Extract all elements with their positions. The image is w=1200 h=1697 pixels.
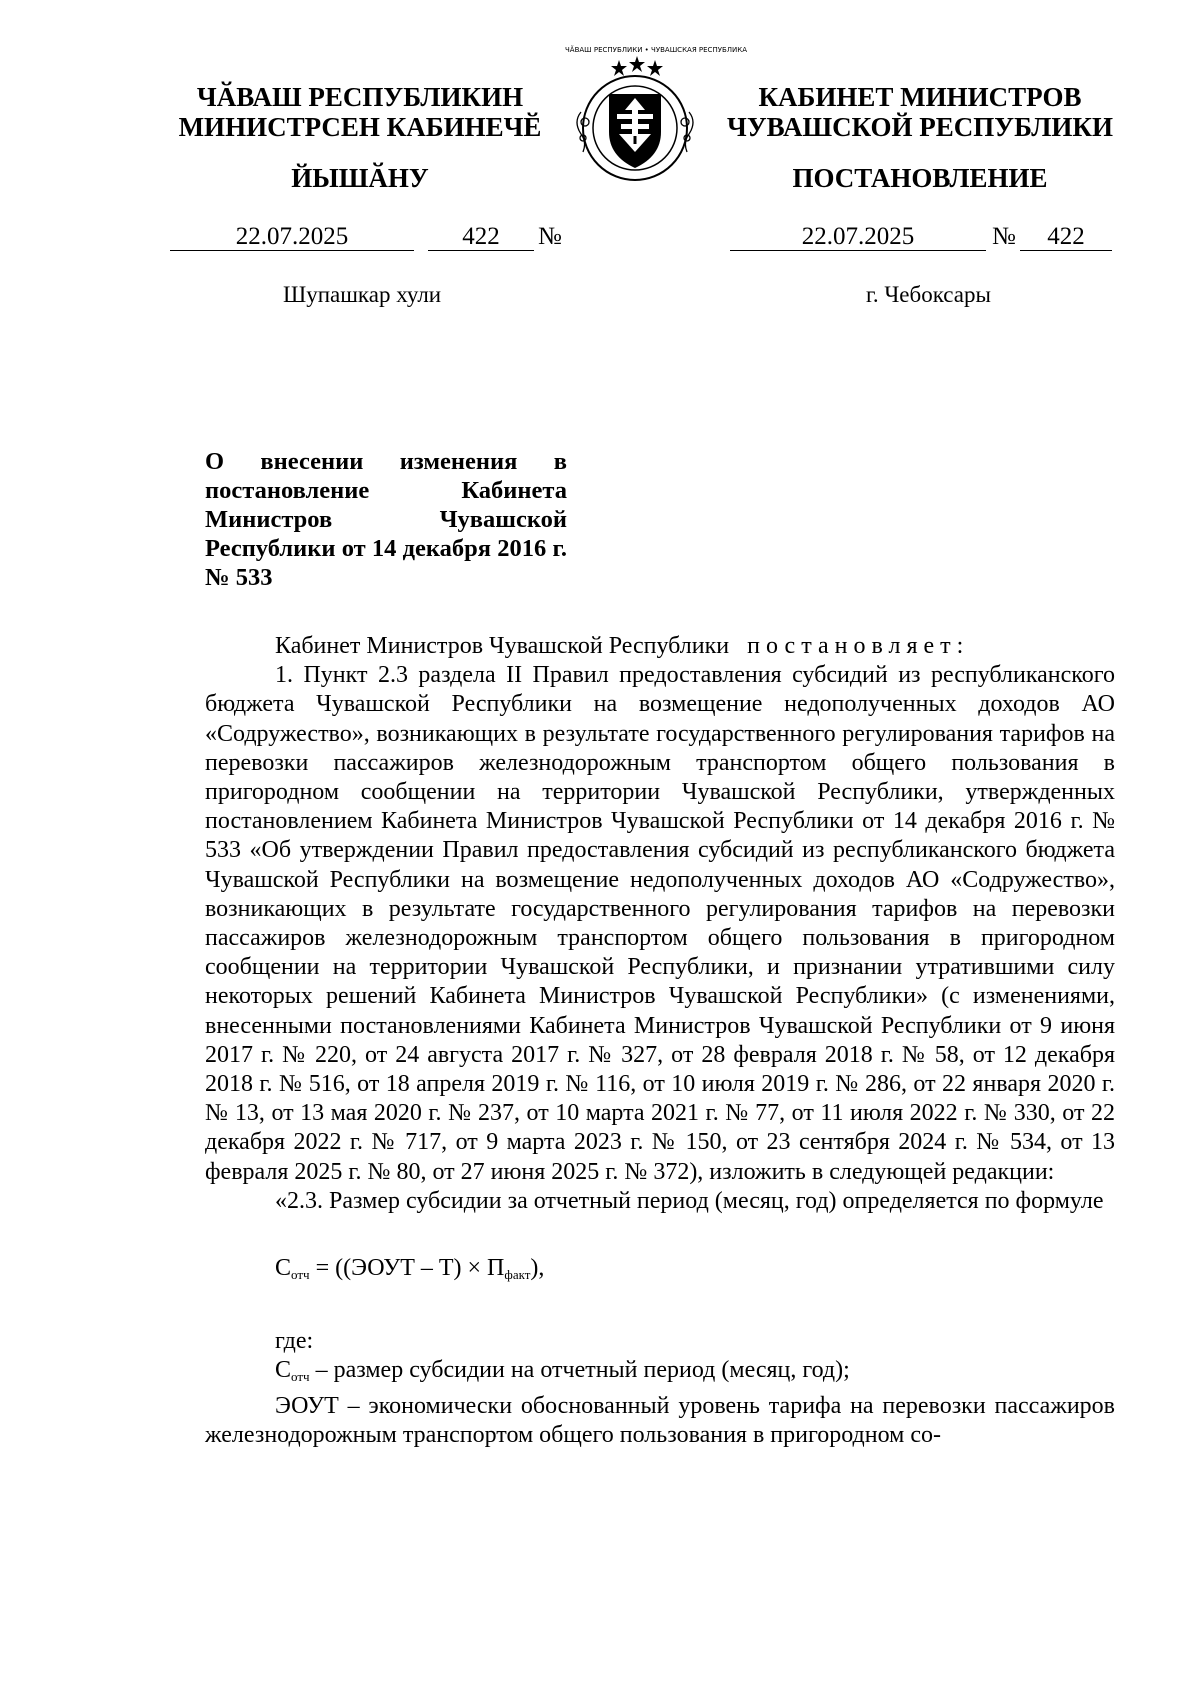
formula-middle: = ((ЭОУТ – Т) × П [309,1255,505,1282]
header-right-doc-type: ПОСТАНОВЛЕНИЕ [792,163,1048,193]
header-left-line2: МИНИСТРСЕН КАБИНЕЧӖ [178,112,542,142]
intro-prefix: Кабинет Министров Чувашской Республики [275,633,730,659]
formula-c: С [275,1255,292,1282]
right-date-field: 22.07.2025 [730,223,986,251]
intro-verb: постановляет: [747,633,970,659]
right-number-sign: № [992,223,1016,250]
header-right-line1: КАБИНЕТ МИНИСТРОВ [758,82,1082,112]
right-number-field: 422 [1020,223,1112,251]
def1-c: С [275,1357,292,1384]
intro-paragraph [205,632,1115,661]
left-date-field: 22.07.2025 [170,223,414,251]
svg-text:ЧӐВАШ РЕСПУБЛИКИ • ЧУВАШСКАЯ Р: ЧӐВАШ РЕСПУБЛИКИ • ЧУВАШСКАЯ РЕСПУБЛИКА [565,46,748,54]
document-body [205,632,1115,1450]
right-place: г. Чебоксары [866,282,991,307]
definition-1 [205,1356,1115,1391]
subsidy-formula [275,1254,1115,1289]
header-left-line1: ЧӐВАШ РЕСПУБЛИКИН [196,82,524,112]
paragraph-1: 1. Пункт 2.3 раздела II Правил предоставления субсидий из республиканского бюджета Чувашской Республики на возмещение недополученных доходов АО «Содружество», возникающих в результате государственного регулирования тарифов на перевозки пассажиров железнодорожным транспортом общего пользования в пригородном сообщении на территории Чувашской Республики, утвержденных постановлением Кабинета Министров Чувашской Республики от 14 декабря 2016 г. № 533 «Об утверждении Правил предоставления субсидий из республиканского бюджета Чувашской Республики на возмещение недополученных доходов АО «Содружество», возникающих в результате государственного регулирования тарифов на перевозки пассажиров железнодорожным транспортом общего пользования в пригородном сообщении на территории Чувашской Республики, и признании утратившими силу некоторых решений Кабинета Министров Чувашской Республики» (с изменениями, внесенными постановлениями Кабинета Министров Чувашской Республики от 9 июня 2017 г. № 220, от 24 августа 2017 г. № 327, от 28 февраля 2018 г. № 58, от 12 декабря 2018 г. № 516, от 18 апреля 2019 г. № 116, от 10 июля 2019 г. № 286, от 22 января 2020 г. № 13, от 13 мая 2020 г. № 237, от 10 марта 2021 г. № 77, от 11 июля 2022 г. № 330, от 22 декабря 2022 г. № 717, от 9 марта 2023 г. № 150, от 23 сентября 2024 г. № 534, от 13 февраля 2025 г. № 80, от 27 июня 2025 г. № 372), изложить в следующей редакции: [205,662,1115,1185]
coat-of-arms-icon [565,46,748,187]
left-number-sign: № [538,223,562,250]
def1-subscript: отч [291,1369,310,1385]
header-left-doc-type: ЙЫШӐНУ [291,163,429,193]
definition-2: ЭОУТ – экономически обоснованный уровень тарифа на перевозки пассажиров железнодорожным транспортом общего пользования в пригородном со- [205,1392,1115,1448]
left-number-field: 422 [428,223,534,251]
formula-p-subscript: факт [504,1267,531,1283]
header-right-org [720,82,1120,142]
header-left-org [150,82,570,142]
paragraph-2: «2.3. Размер субсидии за отчетный период (месяц, год) определяется по формуле [275,1187,1104,1214]
where-label: где: [275,1328,314,1355]
header-right-line2: ЧУВАШСКОЙ РЕСПУБЛИКИ [727,112,1113,142]
formula-end: ), [530,1255,545,1282]
document-subject: О внесении изменения в постановление Кабинета Министров Чувашской Республики от 14 декабря 2016 г. № 533 [205,448,567,591]
def1-text: – размер субсидии на отчетный период (месяц, год); [309,1357,850,1384]
formula-c-subscript: отч [291,1267,310,1283]
left-place: Шупашкар хули [283,282,442,307]
